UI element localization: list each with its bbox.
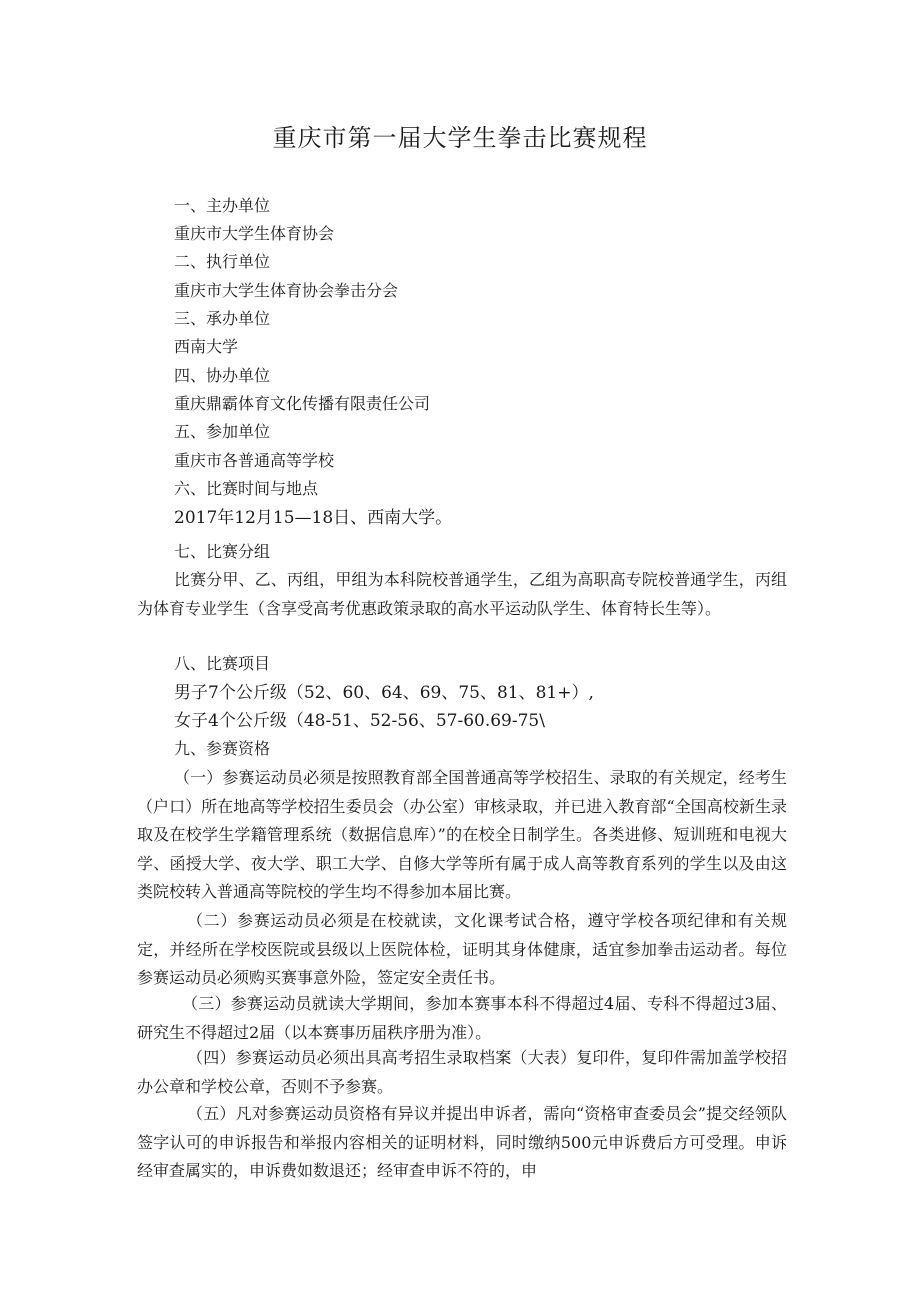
section-1-heading: 一、主办单位 (174, 196, 271, 215)
section-9-paragraph-4: （四）参赛运动员必须出具高考招生录取档案（大表）复印件，复印件需加盖学校招办公章和学校公章，否则不予参赛。 (137, 1048, 787, 1096)
section-2-heading: 二、执行单位 (174, 252, 271, 271)
section-9-paragraph-2: （二）参赛运动员必须是在校就读，文化课考试合格，遵守学校各项纪律和有关规定，并经所在学校医院或县级以上医院体检，证明其身体健康，适宜参加拳击运动者。每位参赛运动员必须购买赛事意外险，签定安全责任书。 (137, 911, 787, 988)
section-5-heading: 五、参加单位 (174, 422, 271, 441)
section-1-body: 重庆市大学生体育协会 (174, 224, 335, 243)
section-9-paragraph-3: （三）参赛运动员就读大学期间，参加本赛事本科不得超过4届、专科不得超过3届、研究生不得超过2届（以本赛事历届秩序册为准）。 (137, 994, 787, 1042)
section-3-body: 西南大学 (174, 337, 239, 356)
section-8-heading: 八、比赛项目 (174, 654, 271, 673)
section-6-body: 2017年12月15—18日、西南大学。 (174, 508, 453, 528)
section-6-heading: 六、比赛时间与地点 (174, 479, 319, 498)
section-4-heading: 四、协办单位 (174, 366, 271, 385)
section-7-heading: 七、比赛分组 (174, 542, 271, 561)
section-8-women: 女子4个公斤级（48-51、52-56、57-60.69-75\ (174, 711, 545, 731)
section-9-paragraph-1: （一）参赛运动员必须是按照教育部全国普通高等学校招生、录取的有关规定，经考生（户口）所在地高等学校招生委员会（办公室）审核录取，并已进入教育部“全国高校新生录取及在校学生学籍管理系统（数据信息库）”的在校全日制学生。各类进修、短训班和电视大学、函授大学、夜大学、职工大学、自修大学等所有属于成人高等教育系列的学生以及由这类院校转入普通高等院校的学生均不得参加本届比赛。 (137, 768, 787, 902)
section-7-body: 比赛分甲、乙、丙组，甲组为本科院校普通学生，乙组为高职高专院校普通学生，丙组为体育专业学生（含享受高考优惠政策录取的高水平运动队学生、体育特长生等）。 (137, 570, 787, 618)
section-9-heading: 九、参赛资格 (174, 739, 271, 758)
section-5-body: 重庆市各普通高等学校 (174, 451, 335, 470)
section-2-body: 重庆市大学生体育协会拳击分会 (174, 281, 399, 300)
document-title: 重庆市第一届大学生拳击比赛规程 (272, 124, 648, 152)
section-8-men: 男子7个公斤级（52、60、64、69、75、81、81+）, (174, 683, 594, 703)
section-9-paragraph-5: （五）凡对参赛运动员资格有异议并提出申诉者，需向“资格审查委员会”提交经领队签字认可的申诉报告和举报内容相关的证明材料，同时缴纳500元申诉费后方可受理。申诉经审查属实的，申诉费如数退还；经审查申诉不符的，申 (137, 1104, 787, 1181)
section-3-heading: 三、承办单位 (174, 309, 271, 328)
section-4-body: 重庆鼎霸体育文化传播有限责任公司 (174, 394, 431, 413)
